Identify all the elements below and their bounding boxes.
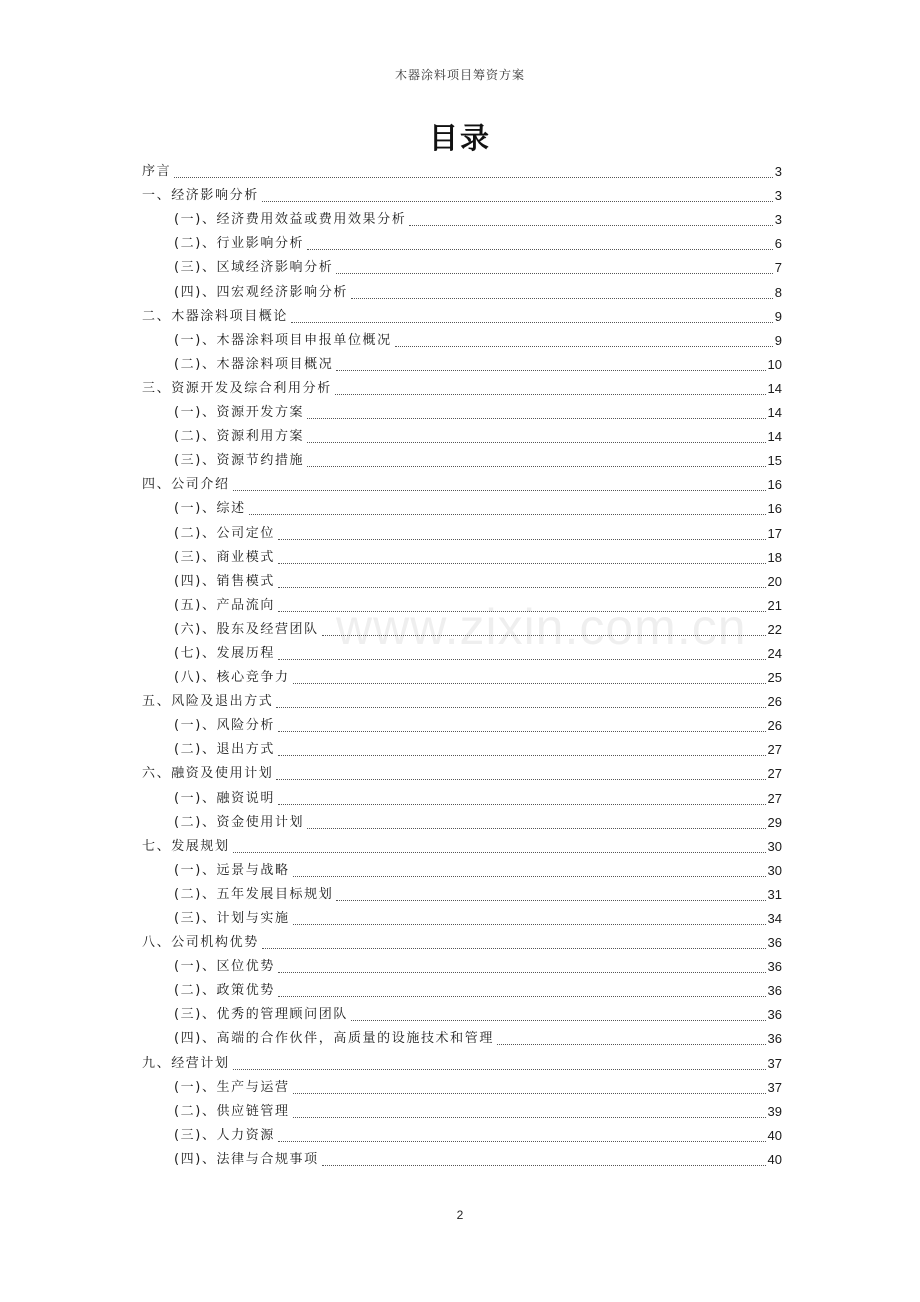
toc-entry-page-number: 24 xyxy=(767,645,782,661)
toc-dot-leader xyxy=(335,393,766,395)
toc-entry[interactable] xyxy=(142,642,782,666)
toc-entry[interactable] xyxy=(142,594,782,618)
toc-entry-page-number: 39 xyxy=(767,1103,782,1119)
toc-entry-label: (六)、股东及经营团队 xyxy=(174,621,319,637)
toc-entry[interactable] xyxy=(142,184,782,208)
toc-entry-label: (八)、核心竞争力 xyxy=(174,670,290,686)
toc-dot-leader xyxy=(307,827,765,829)
toc-dot-leader xyxy=(395,345,773,347)
page-title: 目录 xyxy=(428,121,491,155)
toc-entry-page-number: 26 xyxy=(767,718,782,734)
toc-dot-leader xyxy=(262,947,766,949)
toc-entry[interactable] xyxy=(142,401,782,425)
toc-entry-page-number: 27 xyxy=(767,742,782,758)
toc-dot-leader xyxy=(174,176,773,178)
toc-entry-page-number: 25 xyxy=(767,670,782,686)
toc-dot-leader xyxy=(322,634,766,636)
toc-entry[interactable] xyxy=(142,570,782,594)
toc-entry[interactable] xyxy=(142,256,782,280)
toc-entry[interactable] xyxy=(142,546,782,570)
toc-entry[interactable] xyxy=(142,449,782,473)
toc-dot-leader xyxy=(233,1068,766,1070)
toc-dot-leader xyxy=(351,1019,766,1021)
toc-entry-page-number: 30 xyxy=(767,862,782,878)
toc-dot-leader xyxy=(307,441,765,443)
toc-entry[interactable] xyxy=(142,786,782,810)
toc-entry-label: (二)、资源利用方案 xyxy=(174,429,305,445)
toc-entry[interactable] xyxy=(142,931,782,955)
toc-entry-label: (四)、高端的合作伙伴，高质量的设施技术和管理 xyxy=(174,1031,494,1047)
toc-entry-page-number: 16 xyxy=(767,477,782,493)
toc-entry[interactable] xyxy=(142,738,782,762)
toc-dot-leader xyxy=(409,224,772,226)
toc-entry-page-number: 34 xyxy=(767,911,782,926)
page-number: 2 xyxy=(456,1208,464,1222)
toc-dot-leader xyxy=(336,899,765,901)
toc-dot-leader xyxy=(278,730,766,732)
toc-entry-label: (一)、木器涂料项目申报单位概况 xyxy=(174,332,392,348)
toc-entry-label: (二)、公司定位 xyxy=(174,525,275,541)
toc-entry-label: (三)、计划与实施 xyxy=(174,911,290,926)
toc-dot-leader xyxy=(293,682,766,684)
toc-entry-page-number: 14 xyxy=(767,405,782,421)
toc-dot-leader xyxy=(278,995,766,997)
toc-entry-page-number: 27 xyxy=(767,790,782,806)
toc-entry[interactable] xyxy=(142,907,782,931)
toc-dot-leader xyxy=(276,778,765,780)
toc-dot-leader xyxy=(307,465,765,467)
toc-entry-page-number: 36 xyxy=(767,935,782,951)
toc-dot-leader xyxy=(307,417,765,419)
toc-entry-label: (三)、资源节约措施 xyxy=(174,453,305,469)
toc-entry-label: 七、发展规划 xyxy=(142,838,230,854)
toc-entry-label: (一)、生产与运营 xyxy=(174,1079,290,1095)
toc-entry-label: 八、公司机构优势 xyxy=(142,935,259,951)
toc-entry-label: 五、风险及退出方式 xyxy=(142,694,274,710)
toc-dot-leader xyxy=(278,538,766,540)
toc-entry-page-number: 9 xyxy=(774,332,782,348)
toc-entry-page-number: 29 xyxy=(767,814,782,830)
toc-entry[interactable] xyxy=(142,353,782,377)
toc-entry[interactable] xyxy=(142,811,782,835)
toc-dot-leader xyxy=(336,369,765,371)
toc-entry-page-number: 10 xyxy=(767,356,782,372)
toc-entry-label: (二)、退出方式 xyxy=(174,742,275,758)
toc-dot-leader xyxy=(351,297,773,299)
toc-dot-leader xyxy=(249,513,766,515)
toc-entry-page-number: 36 xyxy=(767,983,782,999)
toc-entry[interactable] xyxy=(142,979,782,1003)
toc-dot-leader xyxy=(307,248,773,250)
toc-entry-label: (四)、四宏观经济影响分析 xyxy=(174,284,348,300)
toc-entry-page-number: 26 xyxy=(767,694,782,710)
toc-entry[interactable] xyxy=(142,160,782,184)
toc-entry-page-number: 31 xyxy=(767,886,782,902)
toc-entry-label: 二、木器涂料项目概论 xyxy=(142,308,289,324)
toc-dot-leader xyxy=(322,1164,766,1166)
toc-dot-leader xyxy=(293,1116,766,1118)
toc-entry-page-number: 14 xyxy=(767,380,782,396)
toc-entry-label: (一)、远景与战略 xyxy=(174,862,290,878)
toc-entry-label: (二)、供应链管理 xyxy=(174,1103,290,1119)
toc-entry-label: (二)、木器涂料项目概况 xyxy=(174,356,334,372)
toc-entry-label: (一)、融资说明 xyxy=(174,790,275,806)
toc-entry[interactable] xyxy=(142,618,782,642)
toc-dot-leader xyxy=(293,923,766,925)
toc-entry-page-number: 16 xyxy=(767,501,782,517)
toc-entry-page-number: 14 xyxy=(767,429,782,445)
toc-entry-label: (二)、行业影响分析 xyxy=(174,236,305,252)
toc-entry-label: 一、经济影响分析 xyxy=(142,188,259,204)
toc-entry[interactable] xyxy=(142,497,782,521)
toc-dot-leader xyxy=(262,200,773,202)
toc-entry[interactable] xyxy=(142,859,782,883)
toc-entry-label: (一)、区位优势 xyxy=(174,959,275,975)
toc-entry-page-number: 3 xyxy=(774,212,782,228)
toc-entry-label: (二)、资金使用计划 xyxy=(174,814,305,830)
toc-entry-label: (七)、发展历程 xyxy=(174,645,275,661)
toc-entry[interactable] xyxy=(142,1003,782,1027)
toc-entry-label: (一)、资源开发方案 xyxy=(174,405,305,421)
toc-entry[interactable] xyxy=(142,329,782,353)
toc-entry[interactable] xyxy=(142,1027,782,1051)
toc-entry-page-number: 3 xyxy=(774,164,782,180)
toc-entry[interactable] xyxy=(142,305,782,329)
toc-entry-label: (三)、商业模式 xyxy=(174,549,275,565)
toc-entry[interactable] xyxy=(142,762,782,786)
toc-entry[interactable] xyxy=(142,1100,782,1124)
toc-dot-leader xyxy=(497,1043,766,1045)
toc-entry-page-number: 36 xyxy=(767,1007,782,1023)
toc-dot-leader xyxy=(278,971,766,973)
toc-entry-label: (一)、综述 xyxy=(174,501,246,517)
toc-dot-leader xyxy=(233,489,766,491)
toc-entry-page-number: 37 xyxy=(767,1079,782,1095)
toc-dot-leader xyxy=(278,610,766,612)
toc-entry[interactable] xyxy=(142,232,782,256)
toc-entry-label: 九、经营计划 xyxy=(142,1055,230,1071)
toc-entry-page-number: 15 xyxy=(767,453,782,469)
toc-dot-leader xyxy=(291,321,773,323)
toc-entry-label: 序言 xyxy=(142,164,172,180)
toc-entry[interactable] xyxy=(142,1148,782,1172)
toc-dot-leader xyxy=(278,754,766,756)
toc-entry-label: (二)、五年发展目标规划 xyxy=(174,886,334,902)
toc-dot-leader xyxy=(278,562,766,564)
toc-entry[interactable] xyxy=(142,425,782,449)
toc-entry-page-number: 37 xyxy=(767,1055,782,1071)
toc-dot-leader xyxy=(293,1092,766,1094)
toc-entry[interactable] xyxy=(142,280,782,304)
toc-entry[interactable] xyxy=(142,955,782,979)
watermark: www.zixin.com.cn xyxy=(336,599,747,655)
toc-entry-label: (四)、法律与合规事项 xyxy=(174,1151,319,1167)
toc-entry-label: (一)、风险分析 xyxy=(174,718,275,734)
toc-entry-label: (五)、产品流向 xyxy=(174,597,275,613)
running-header: 木器涂料项目筹资方案 xyxy=(394,68,525,82)
toc-entry-page-number: 9 xyxy=(774,308,782,324)
toc-entry-page-number: 7 xyxy=(774,260,782,276)
toc-dot-leader xyxy=(278,803,766,805)
toc-entry[interactable] xyxy=(142,473,782,497)
toc-dot-leader xyxy=(276,706,765,708)
toc-dot-leader xyxy=(336,272,772,274)
toc-entry-label: (四)、销售模式 xyxy=(174,573,275,589)
toc-entry-page-number: 3 xyxy=(774,188,782,204)
toc-entry-page-number: 8 xyxy=(774,284,782,300)
toc-entry[interactable] xyxy=(142,835,782,859)
table-of-contents xyxy=(142,160,782,1172)
toc-entry[interactable] xyxy=(142,1124,782,1148)
toc-entry-label: 三、资源开发及综合利用分析 xyxy=(142,380,332,396)
toc-entry-label: 六、融资及使用计划 xyxy=(142,766,274,782)
toc-entry-page-number: 36 xyxy=(767,1031,782,1047)
toc-entry-page-number: 27 xyxy=(767,766,782,782)
toc-entry-page-number: 36 xyxy=(767,959,782,975)
toc-entry-page-number: 18 xyxy=(767,549,782,565)
toc-entry-label: 四、公司介绍 xyxy=(142,477,230,493)
toc-entry[interactable] xyxy=(142,1051,782,1075)
toc-entry-label: (二)、政策优势 xyxy=(174,983,275,999)
toc-entry-label: (三)、区域经济影响分析 xyxy=(174,260,334,276)
toc-dot-leader xyxy=(233,851,766,853)
toc-entry-page-number: 20 xyxy=(767,573,782,589)
toc-entry-label: (三)、优秀的管理顾问团队 xyxy=(174,1007,348,1023)
toc-entry-page-number: 6 xyxy=(774,236,782,252)
toc-entry[interactable] xyxy=(142,714,782,738)
toc-entry-label: (一)、经济费用效益或费用效果分析 xyxy=(174,212,407,228)
toc-entry[interactable] xyxy=(142,666,782,690)
toc-entry[interactable] xyxy=(142,690,782,714)
toc-entry-page-number: 30 xyxy=(767,838,782,854)
toc-entry-label: (三)、人力资源 xyxy=(174,1127,275,1143)
toc-entry[interactable] xyxy=(142,377,782,401)
toc-dot-leader xyxy=(293,875,766,877)
toc-entry-page-number: 21 xyxy=(767,597,782,613)
toc-dot-leader xyxy=(278,586,766,588)
toc-dot-leader xyxy=(278,1140,766,1142)
toc-dot-leader xyxy=(278,658,766,660)
toc-entry[interactable] xyxy=(142,521,782,545)
toc-entry[interactable] xyxy=(142,883,782,907)
toc-entry-page-number: 40 xyxy=(767,1151,782,1167)
toc-entry[interactable] xyxy=(142,208,782,232)
toc-entry-page-number: 17 xyxy=(767,525,782,541)
toc-entry-page-number: 22 xyxy=(767,621,782,637)
toc-entry[interactable] xyxy=(142,1076,782,1100)
toc-entry-page-number: 40 xyxy=(767,1127,782,1143)
